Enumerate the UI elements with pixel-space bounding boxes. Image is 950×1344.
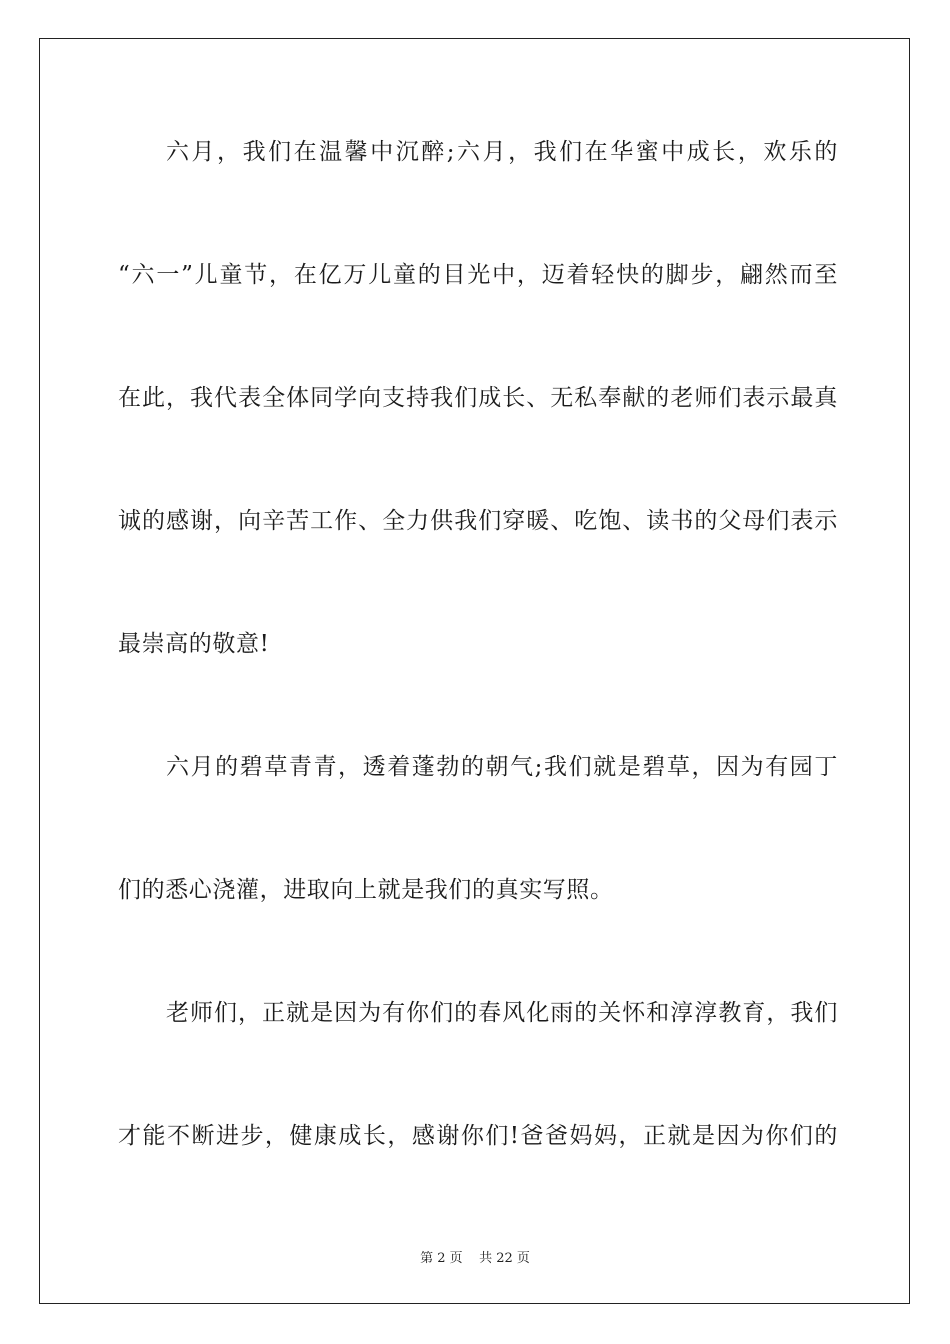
paragraph-1-line-5: 最崇高的敬意! xyxy=(118,631,270,657)
paragraph-3-line-1: 老师们，正就是因为有你们的春风化雨的关怀和淳淳教育，我们 xyxy=(166,1000,838,1026)
paragraph-1-line-3: 在此，我代表全体同学向支持我们成长、无私奉献的老师们表示最真 xyxy=(118,385,838,411)
paragraph-1-line-2: “六一”儿童节，在亿万儿童的目光中，迈着轻快的脚步，翩然而至 xyxy=(118,262,838,288)
paragraph-1-line-4: 诚的感谢，向辛苦工作、全力供我们穿暖、吃饱、读书的父母们表示 xyxy=(118,508,838,534)
page-border xyxy=(39,38,910,1304)
paragraph-2-line-1: 六月的碧草青青，透着蓬勃的朝气;我们就是碧草，因为有园丁 xyxy=(166,754,838,780)
paragraph-3-line-2: 才能不断进步，健康成长，感谢你们!爸爸妈妈，正就是因为你们的 xyxy=(118,1123,838,1149)
paragraph-1-line-1: 六月，我们在温馨中沉醉;六月，我们在华蜜中成长，欢乐的 xyxy=(166,139,838,165)
page-number-footer: 第 2 页 共 22 页 xyxy=(420,1251,530,1266)
paragraph-2-line-2: 们的悉心浇灌，进取向上就是我们的真实写照。 xyxy=(118,877,614,903)
